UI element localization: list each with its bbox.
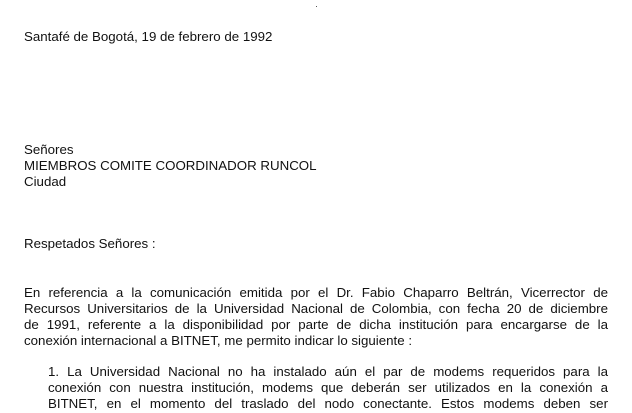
recipient-line-2: MIEMBROS COMITE COORDINADOR RUNCOL <box>24 158 317 173</box>
point-1-line-1: 1. La Universidad Nacional no ha instalado aún el par de modems requeridos para la <box>48 364 608 379</box>
point-1-line-2: conexión con nuestra institución, modems que deberán ser utilizados en la conexión a <box>48 380 608 395</box>
scan-speck <box>316 6 317 7</box>
intro-paragraph-line-2: Recursos Universitarios de la Universidad Nacional de Colombia, con fecha 20 de diciembre <box>24 301 608 316</box>
point-1-line-3: BITNET, en el momento del traslado del nodo conectante. Estos modems deben ser <box>48 396 608 411</box>
salutation: Respetados Señores : <box>24 236 156 251</box>
intro-paragraph-line-4: conexión internacional a BITNET, me permito indicar lo siguiente : <box>24 333 413 348</box>
recipient-line-3: Ciudad <box>24 174 67 189</box>
intro-paragraph-line-1: En referencia a la comunicación emitida por el Dr. Fabio Chaparro Beltrán, Vicerrector de <box>24 285 608 300</box>
intro-paragraph-line-3: de 1991, referente a la disponibilidad por parte de dicha institución para encargarse de la <box>24 317 608 332</box>
date-line: Santafé de Bogotá, 19 de febrero de 1992 <box>24 29 273 44</box>
recipient-line-1: Señores <box>24 142 74 157</box>
